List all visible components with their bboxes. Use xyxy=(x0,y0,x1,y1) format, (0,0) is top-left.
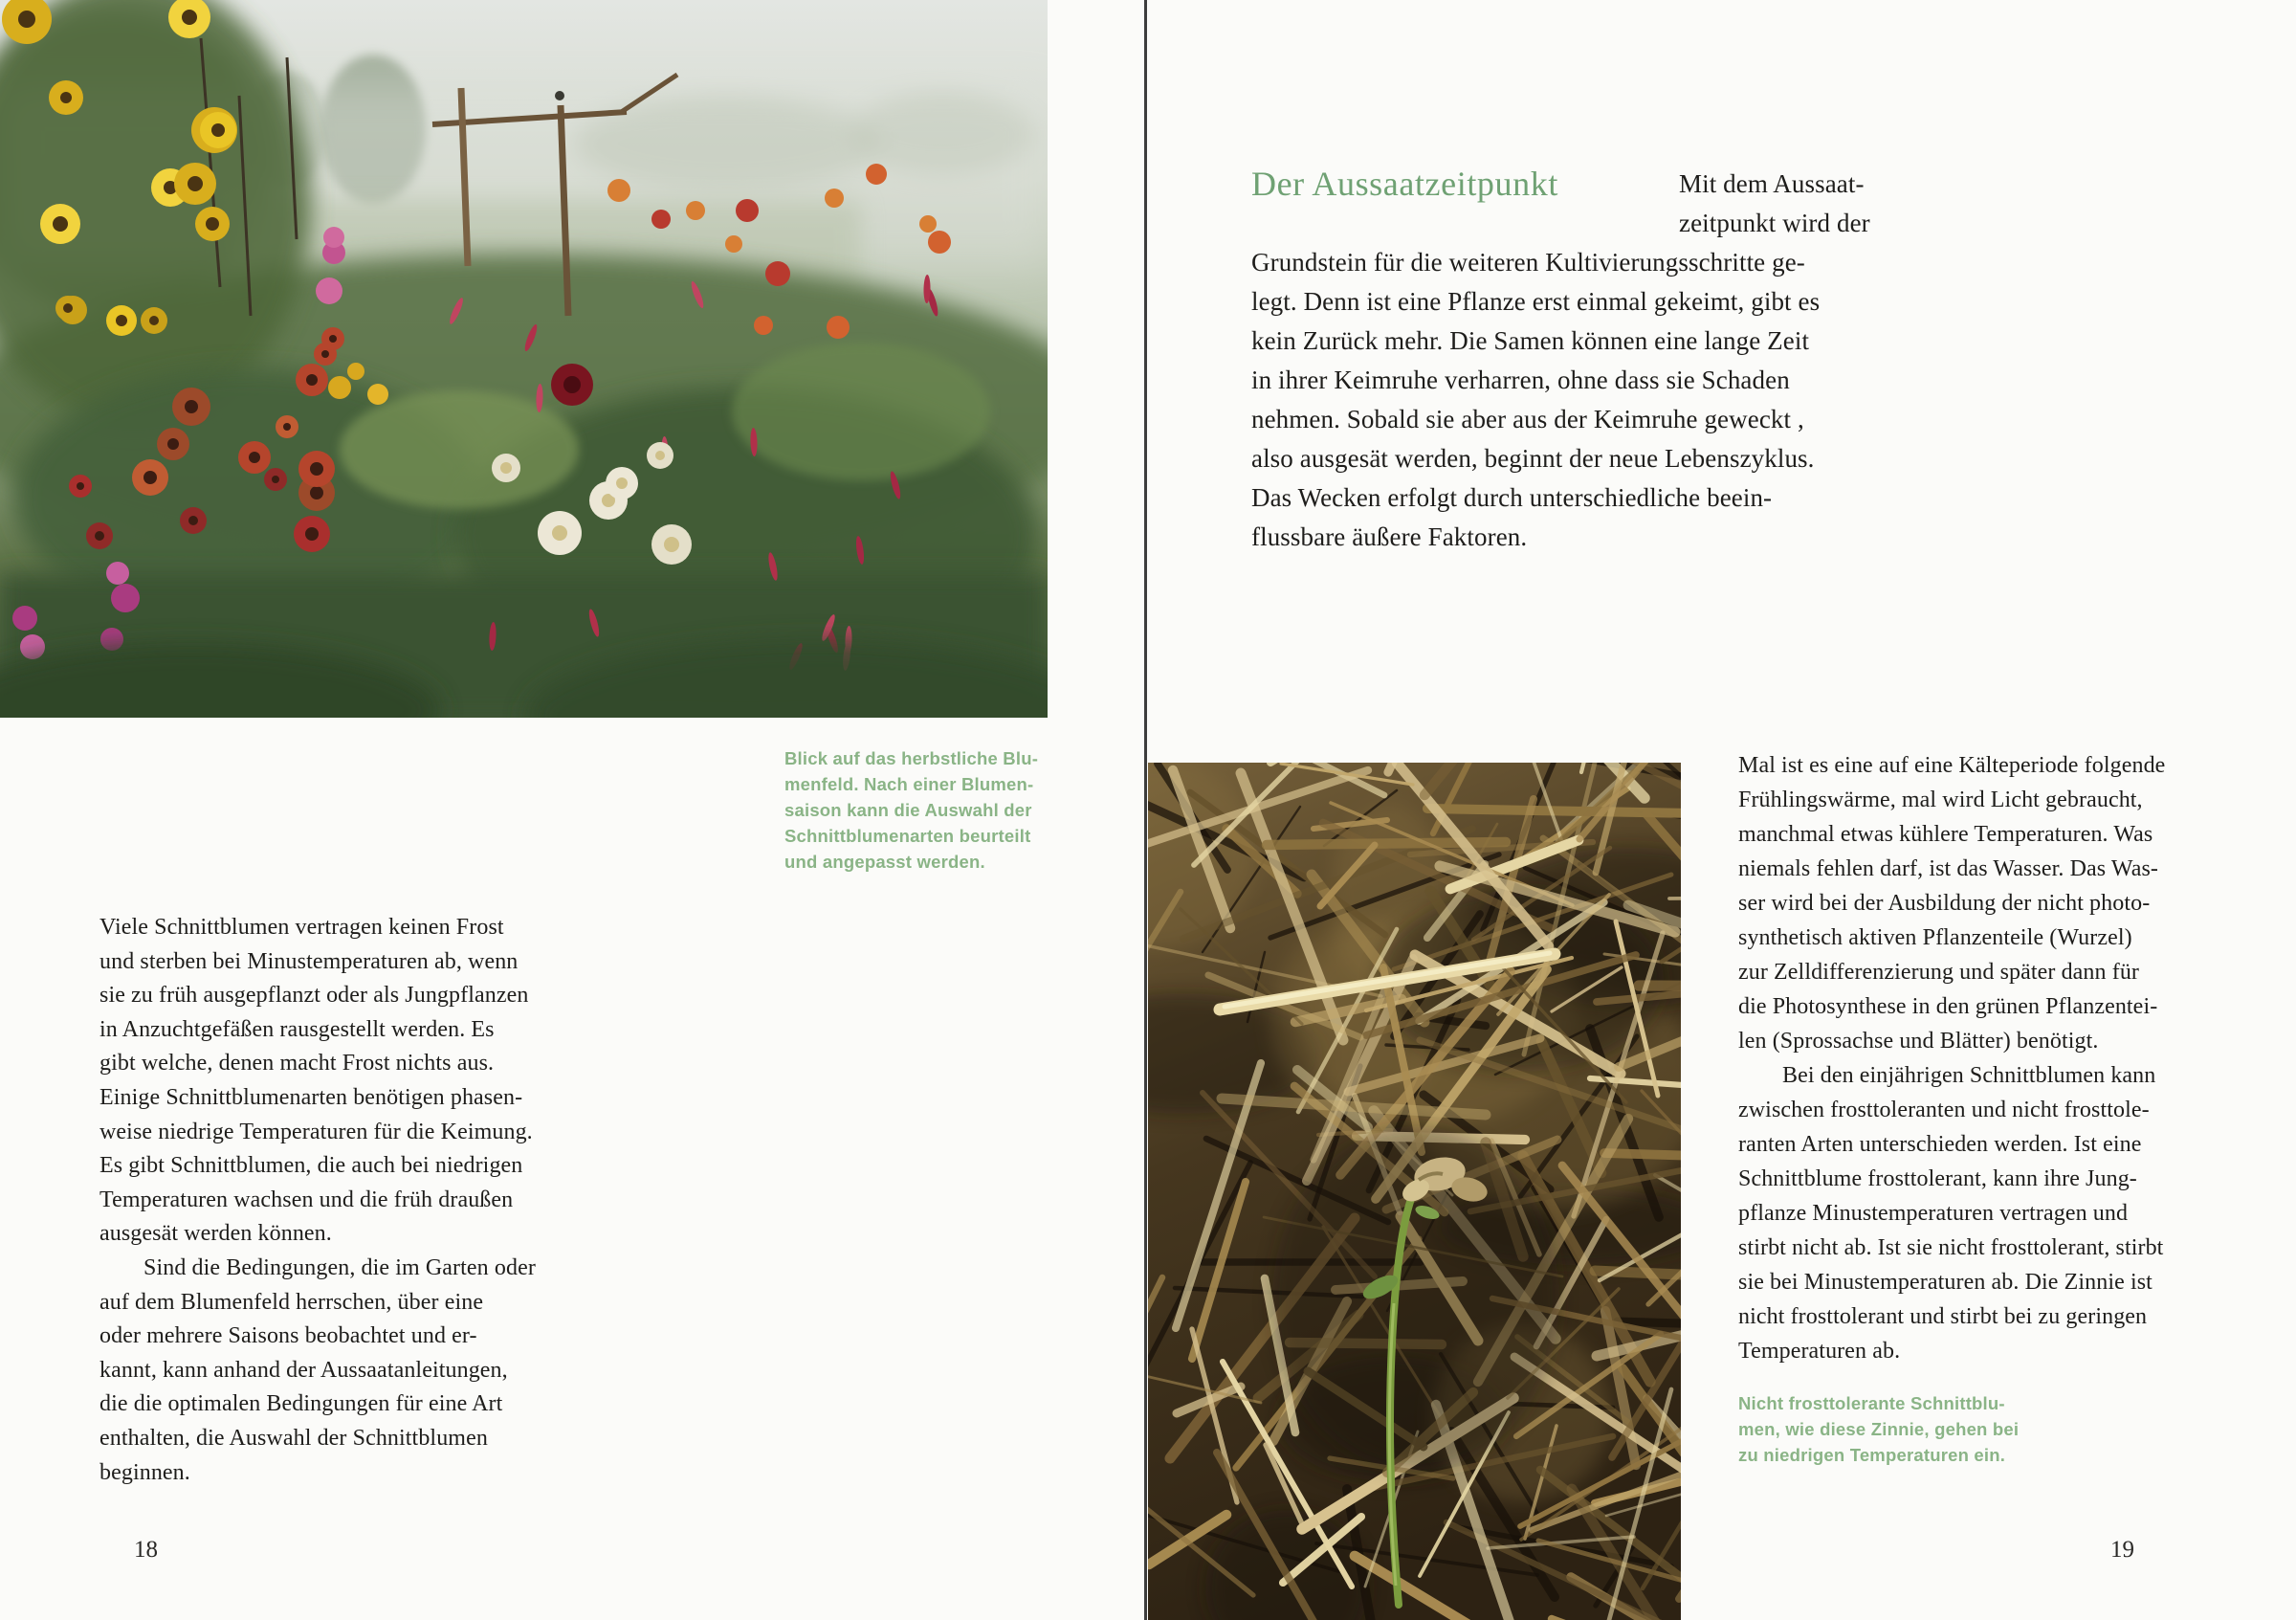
intro-block xyxy=(1251,165,1993,557)
body-text-right xyxy=(1738,748,2217,1368)
photo-caption-right: Nicht frosttolerante Schnittblu- men, wie diese Zinnie, gehen bei zu niedrigen Temperaturen ein. xyxy=(1738,1393,2020,1465)
page-number-right: 19 xyxy=(2110,1537,2134,1563)
paragraph: Bei den einjährigen Schnittblumen kann zwischen frosttoleranten und nicht frosttole- ranten Arten unterschieden werden. Ist eine Schnittblume frosttolerant, kann ihre Jung- pflanze Minustemperaturen vertragen und stirbt nicht ab. Ist sie nicht frosttolerant, stirbt sie bei Minustemperaturen ab. Die Zinnie ist nicht frosttolerant und stirbt bei zu geringen Temperaturen ab. xyxy=(1738,1063,2164,1364)
heading-float xyxy=(1251,165,1679,243)
page-number-left: 18 xyxy=(134,1537,158,1563)
photo-caption-left: Blick auf das herbstliche Blu- menfeld. Nach einer Blumen- saison kann die Auswahl der Schnittblumenarten beurteilt und angepasst werden. xyxy=(784,748,1039,872)
paragraph: Sind die Bedingungen, die im Garten oder auf dem Blumenfeld herrschen, über eine oder mehrere Saisons beobachtet und er- kannt, kann anhand der Aussaatanleitungen, die die optimalen Bedingungen für eine Art enthalten, die Auswahl der Schnittblumen beginnen. xyxy=(99,1254,536,1485)
paragraph: Viele Schnittblumen vertragen keinen Frost und sterben bei Minustemperaturen ab, wenn sie zu früh ausgepflanzt oder als Jungpflanzen in Anzuchtgefäßen rausgestellt werden. Es gibt welche, denen macht Frost nichts aus. Einige Schnittblumenarten benötigen phasen- weise niedrige Temperaturen für die Keimung. Es gibt Schnittblumen, die auch bei niedrigen Temperaturen wachsen und die früh draußen ausgesät werden können. xyxy=(99,915,533,1247)
section-heading: Der Aussaatzeitpunkt xyxy=(1251,165,1558,203)
paragraph: Mal ist es eine auf eine Kälteperiode folgende Frühlingswärme, mal wird Licht gebraucht, manchmal etwas kühlere Temperaturen. Was niemals fehlen darf, ist das Wasser. Das Was- ser wird bei der Ausbildung der nicht photo- synthetisch aktiven Pflanzenteile (Wurzel) zur Zelldifferenzierung und später dann für die Photosynthese in den grünen Pflanzentei- len (Sprossachse und Blätter) benötigt. xyxy=(1738,753,2166,1054)
intro-text: Mit dem Aussaat- zeitpunkt wird der Grundstein für die weiteren Kultivierungsschritte ge- legt. Denn ist eine Pflanze erst einmal gekeimt, gibt es kein Zurück mehr. Die Samen können eine lange Zeit in ihrer Keimruhe verharren, ohne dass sie Schaden nehmen. Sobald sie aber aus der Keimruhe geweckt , also ausgesät werden, beginnt der neue Lebenszyklus. Das Wecken erfolgt durch unterschiedliche beein- flussbare äußere Faktoren. xyxy=(1251,169,1870,551)
seedling-photo xyxy=(1148,763,1681,1620)
